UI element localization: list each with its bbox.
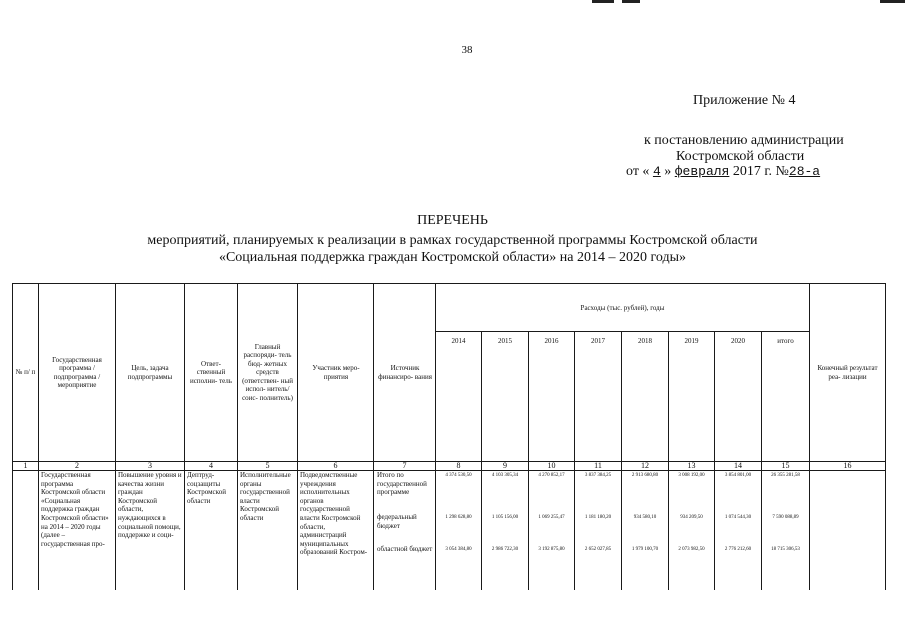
resolution-date <box>626 164 820 180</box>
year-header: 2017 <box>591 337 605 345</box>
source-cell: Итого по государственной программе <box>377 471 427 497</box>
year-header: итого <box>777 337 794 345</box>
year-header: 2016 <box>544 337 559 345</box>
amount-cell: 3 192 875,80 <box>538 547 565 552</box>
year-header: 2014 <box>451 337 466 345</box>
column-number: 5 <box>265 461 270 470</box>
amount-cell: 1 105 156,00 <box>491 515 519 520</box>
amount-cell: 26 355 281,58 <box>771 473 800 478</box>
document-subtitle-1: мероприятий, планируемых к реализации в рамках государственной программы Костромской области <box>147 233 758 248</box>
amount-cell: 1 181 180,20 <box>584 515 612 520</box>
column-number: 7 <box>402 461 407 470</box>
col-divider <box>297 283 298 590</box>
column-number: 15 <box>781 461 790 470</box>
goal-cell: Повышение уровня и качества жизни граждан Костромской области, нуждающихся в социальной помощи, поддержке и соци- <box>118 471 182 540</box>
amount-cell: 7 590 088,89 <box>772 515 799 520</box>
amount-cell: 2 073 982,50 <box>678 547 705 552</box>
amount-cell: 934 209,50 <box>680 515 703 520</box>
year-header: 2020 <box>731 337 745 345</box>
header-source: Источник финансиро- вания <box>378 364 432 381</box>
col-divider <box>373 283 374 590</box>
date-mid: » <box>664 164 672 179</box>
resolution-line-1: к постановлению администрации <box>644 133 844 148</box>
col-divider <box>184 283 185 590</box>
source-cell: областной бюджет <box>377 545 433 553</box>
scan-edge-mark <box>622 0 640 3</box>
amount-cell: 3 054 384,80 <box>445 547 472 552</box>
resolution-line-2: Костромской области <box>676 149 805 164</box>
date-day: 4 <box>652 164 661 179</box>
amount-cell: 934 580,10 <box>633 515 657 520</box>
header-executor: Ответ- ственный исполни- тель <box>190 359 232 385</box>
col-divider <box>435 283 436 590</box>
header-goal: Цель, задача подпрограммы <box>127 364 173 381</box>
column-number: 13 <box>687 461 696 470</box>
column-number: 16 <box>843 461 852 470</box>
date-year: 2017 г. № <box>732 164 789 179</box>
date-month: февраля <box>674 164 730 179</box>
amount-cell: 18 715 306,53 <box>771 547 800 552</box>
column-number: 8 <box>456 461 461 470</box>
page-number: 38 <box>461 44 473 56</box>
amount-cell: 4 270 852,17 <box>538 473 565 478</box>
amount-cell: 2 776 212,60 <box>724 547 752 552</box>
amount-cell: 3 837 384,25 <box>584 473 612 478</box>
amount-cell: 3 008 192,00 <box>678 473 705 478</box>
column-number: 14 <box>734 461 742 470</box>
column-number: 10 <box>547 461 556 470</box>
year-header: 2015 <box>498 337 512 345</box>
manager-cell: Исполнительные органы государственной власти Костромской области <box>240 471 291 522</box>
header-participant: Участник меро- приятия <box>312 364 360 381</box>
amount-cell: 1 069 255,47 <box>538 515 565 520</box>
column-number: 12 <box>641 461 649 470</box>
col-divider <box>115 283 116 590</box>
scan-edge-mark <box>880 0 905 3</box>
source-cell: федеральный бюджет <box>377 513 417 530</box>
amount-cell: 2 913 680,80 <box>631 473 659 478</box>
table-border-right <box>885 283 886 590</box>
document-subtitle-2: «Социальная поддержка граждан Костромской области» на 2014 – 2020 годы» <box>218 250 687 265</box>
col-divider <box>38 283 39 590</box>
year-header: 2018 <box>638 337 652 345</box>
amount-cell: 1 298 628,80 <box>445 515 472 520</box>
date-prefix: от « <box>626 164 650 179</box>
participant-cell: Подведомственные учреждения исполнительных органов государственной власти Костромской области, администраций муниципальных образований Костром- <box>300 471 368 557</box>
amount-cell: 1 979 100,70 <box>631 547 659 552</box>
appendix-title: Приложение № 4 <box>693 93 796 108</box>
scan-edge-mark <box>592 0 614 3</box>
amount-cell: 2 986 722,30 <box>491 547 519 552</box>
col-divider <box>809 283 810 590</box>
date-number: 28-а <box>788 164 821 179</box>
amount-cell: 2 652 027,85 <box>584 547 612 552</box>
column-number: 2 <box>75 461 79 470</box>
column-number: 1 <box>23 461 28 470</box>
column-number: 9 <box>503 461 507 470</box>
amount-cell: 1 074 544,30 <box>724 515 752 520</box>
col-divider <box>237 283 238 590</box>
year-header: 2019 <box>684 337 699 345</box>
header-expenses: Расходы (тыс. рублей), годы <box>580 303 665 312</box>
header-num: № п/ п <box>15 368 36 377</box>
header-program: Государственная программа /подпрограмма /мероприятие <box>52 355 102 389</box>
column-number: 4 <box>209 461 213 470</box>
header-result: Конечный результат реа- лизации <box>817 364 878 381</box>
header-manager: Главный распоряди- тель бюд- жетных средств (ответствен- ный испол- нитель/соис- полнитель) <box>242 343 293 402</box>
column-number: 6 <box>333 461 338 470</box>
amount-cell: 4 103 305,34 <box>491 473 519 478</box>
column-number: 3 <box>148 461 152 470</box>
document-title: ПЕРЕЧЕНЬ <box>417 213 488 228</box>
column-number: 11 <box>594 461 602 470</box>
executor-cell: Дептруд-соцзащиты Костромской области <box>187 471 226 505</box>
amount-cell: 3 854 801,00 <box>724 473 752 478</box>
amount-cell: 4 374 530,50 <box>445 473 472 478</box>
program-cell: Государственная программа Костромской области «Социальная поддержка граждан Костромской области» на 2014 – 2020 годы (далее – государственная про- <box>41 471 109 548</box>
years-header-divider <box>435 331 809 332</box>
